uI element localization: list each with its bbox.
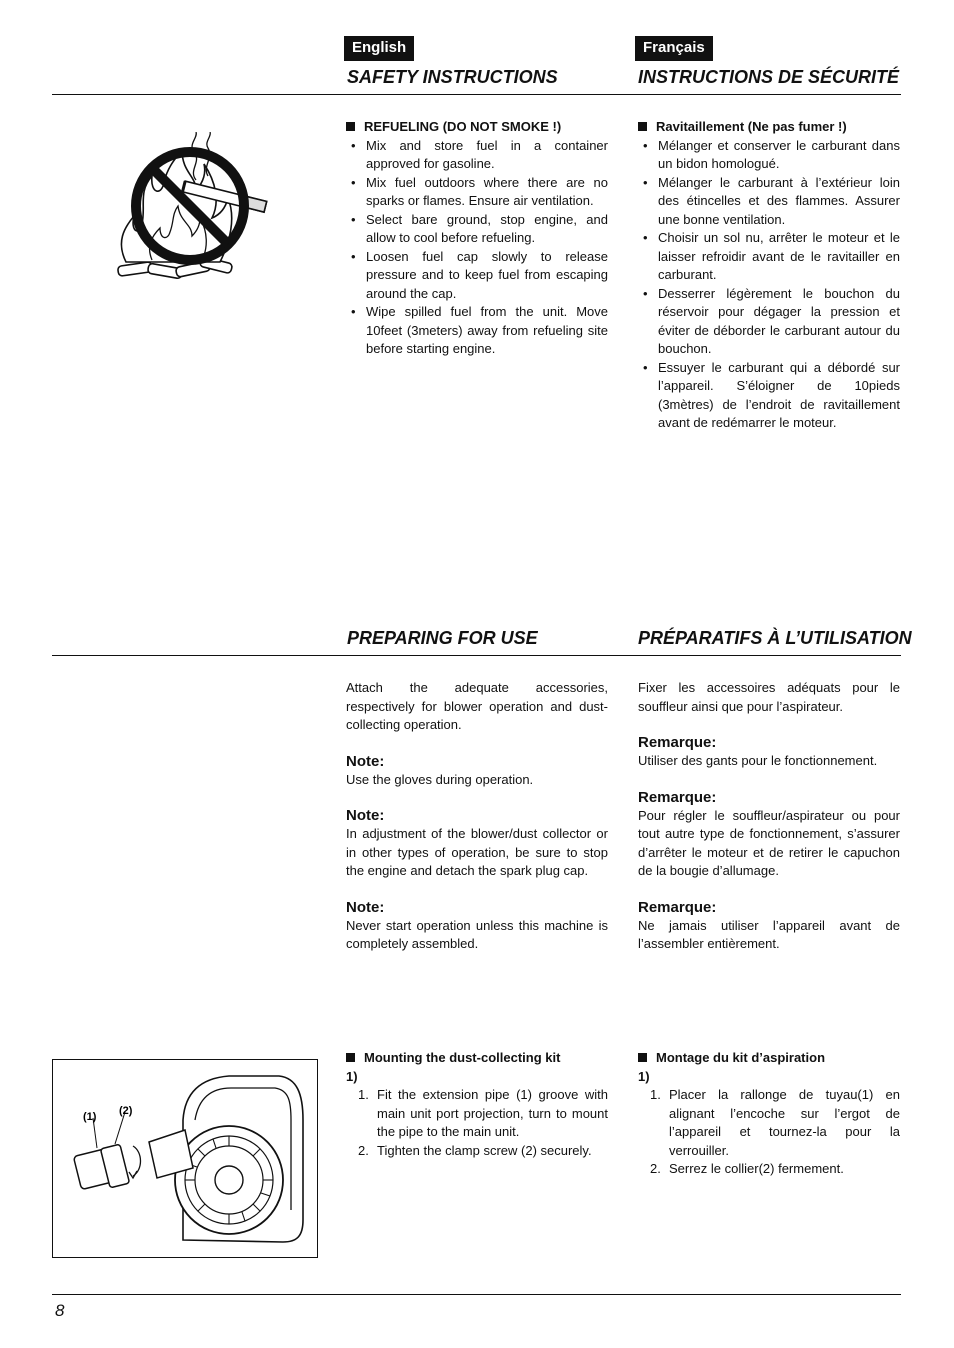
note-label: Note: <box>346 752 385 770</box>
lang-tab-english: English <box>344 36 414 61</box>
refuel-fr-block <box>638 118 900 433</box>
figure-label-2: (2) <box>119 1105 133 1117</box>
refuel-en-list <box>346 137 608 359</box>
section-title-safety-fr: INSTRUCTIONS DE SÉCURITÉ <box>638 67 900 87</box>
mount-fr-heading: Montage du kit d’aspiration <box>638 1049 900 1068</box>
list-item: • Select bare ground, stop engine, and allow to cool before refueling. <box>346 211 608 248</box>
refuel-fr-heading: Ravitaillement (Ne pas fumer !) <box>638 118 900 137</box>
note-text: In adjustment of the blower/dust collector or in other types of operation, be sure to stop the engine and detach the spark plug cap. <box>346 826 608 878</box>
section-title-prep-en: PREPARING FOR USE <box>347 628 538 648</box>
blower-figure-frame <box>52 1059 318 1258</box>
blower-assembly-illustration <box>53 1060 317 1257</box>
list-item: • Mix fuel outdoors where there are no sparks or flames. Ensure air ventilation. <box>346 174 608 211</box>
note-label: Note: <box>346 898 385 916</box>
mount-en-list <box>346 1086 608 1160</box>
prep-fr-block <box>638 679 900 954</box>
section-title-prep-fr: PRÉPARATIFS À L’UTILISATION <box>638 628 912 648</box>
list-item: • Essuyer le carburant qui a débordé sur l’appareil. S’éloigner de 10pieds (3mètres) de l’endroit de ravitaillement avant de redémarrer le moteur. <box>638 359 900 433</box>
note-text: Never start operation unless this machine is completely assembled. <box>346 917 608 951</box>
note-text: Utiliser des gants pour le fonctionnement. <box>638 753 878 768</box>
note-label: Remarque: <box>638 734 717 751</box>
header-rule <box>52 94 901 95</box>
list-item: 2. Tighten the clamp screw (2) securely. <box>358 1142 592 1158</box>
list-item: • Loosen fuel cap slowly to release pressure and to keep fuel from escaping around the cap. <box>346 248 608 304</box>
list-item: 1. Fit the extension pipe (1) groove with main unit port projection, turn to mount the pipe to the main unit. <box>358 1087 608 1139</box>
note-text: Ne jamais utiliser l’appareil avant de l’assembler entièrement. <box>638 917 900 951</box>
mount-fr-list <box>638 1086 900 1179</box>
prep-rule <box>52 655 901 656</box>
square-bullet-icon <box>638 1053 647 1062</box>
list-item: • Choisir un sol nu, arrêter le moteur et le laisser refroidir avant de le ravitailler en carburant. <box>638 229 900 285</box>
square-bullet-icon <box>346 122 355 131</box>
footer-rule <box>52 1294 901 1295</box>
mount-en-block <box>346 1049 608 1160</box>
list-item: • Desserrer légèrement le bouchon du réservoir pour dégager la pression et éviter de déborder le carburant autour du bouchon. <box>638 285 900 359</box>
figure-label-1: (1) <box>83 1111 97 1123</box>
note-label: Note: <box>346 807 385 824</box>
note-text: Pour régler le souffleur/aspirateur ou pour tout autre type de fonctionnement, s’assurer d’arrêter le moteur et de retirer le capuchon de la bougie d’allumage. <box>638 807 900 878</box>
refuel-fr-list <box>638 137 900 433</box>
section-title-safety-en: SAFETY INSTRUCTIONS <box>347 67 558 87</box>
prep-en-block <box>346 679 608 954</box>
note-label: Remarque: <box>638 788 717 806</box>
no-smoking-icon <box>112 132 284 284</box>
note-label: Remarque: <box>638 898 717 916</box>
list-item: 2. Serrez le collier(2) fermement. <box>650 1161 844 1176</box>
refuel-en-heading: REFUELING (DO NOT SMOKE !) <box>346 118 608 137</box>
list-item: • Mélanger et conserver le carburant dans un bidon homologué. <box>638 137 900 174</box>
mount-fr-block <box>638 1049 900 1179</box>
list-item: • Mix and store fuel in a container approved for gasoline. <box>346 137 608 174</box>
prep-fr-intro: Fixer les accessoires adéquats pour le souffleur ainsi que pour l’aspirateur. <box>638 680 900 714</box>
list-item: • Mélanger le carburant à l’extérieur loin des étincelles et des flammes. Assurer une bonne ventilation. <box>638 174 900 230</box>
refuel-en-block <box>346 118 608 359</box>
square-bullet-icon <box>346 1053 355 1062</box>
note-text: Use the gloves during operation. <box>346 771 534 787</box>
step-label: 1) <box>346 1068 358 1084</box>
list-item: • Wipe spilled fuel from the unit. Move 10feet (3meters) away from refueling site before starting engine. <box>346 303 608 359</box>
list-item: 1. Placer la rallonge de tuyau(1) en alignant l’encoche sur l’ergot de l’appareil et tournez-la pour la verrouiller. <box>650 1087 900 1158</box>
page-number: 8 <box>55 1301 65 1320</box>
prep-en-intro: Attach the adequate accessories, respectively for blower operation and dust-collecting operation. <box>346 680 608 732</box>
mount-en-heading: Mounting the dust-collecting kit <box>346 1049 608 1068</box>
step-label: 1) <box>638 1068 650 1084</box>
lang-tab-french: Français <box>635 36 713 61</box>
square-bullet-icon <box>638 122 647 131</box>
